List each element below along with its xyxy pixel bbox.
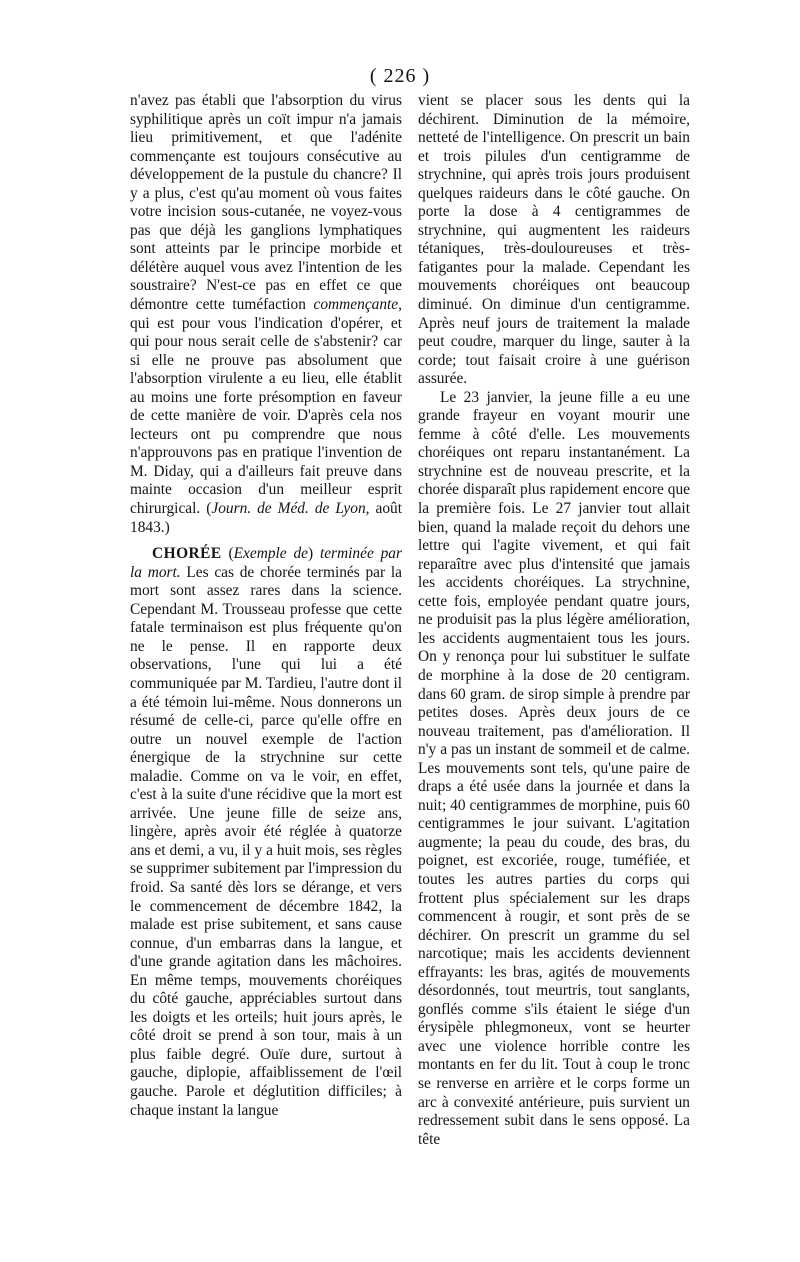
paragraph-continuation: vient se placer sous les dents qui la déchirent. Diminution de la mémoire, netteté de l'intelligence. On prescrit un bain et trois pilules d'un centigramme de strychnine, qui après trois jours produisent quelques raideurs dans le côté gauche. On porte la dose à 4 centigrammes de strychnine, qui augmentent les raideurs tétaniques, très-douloureuses et très-fatigantes pour la malade. Cependant les mouvements choréiques ont beaucoup diminué. On diminue d'un centigramme. Après neuf jours de traitement la malade peut coudre, marquer du linge, sauter à la corde; tout faisait croire à une guérison assurée. [418, 92, 690, 388]
citation-source: Journ. de Méd. de Lyon, [211, 500, 370, 518]
paragraph-text: n'avez pas établi que l'absorption du virus syphilitique après un coït impur n'a jamais lieu primitivement, et que l'adénite commençante est toujours consécutive au développement de la pustule du chancre? Il y a plus, c'est qu'au moment où vous faites votre incision sous-cutanée, ne voyez-vous pas que déjà les ganglions lymphatiques sont atteints par le principe morbide et délétère auquel vous avez l'intention de les soustraire? N'est-ce pas en effet ce que démontre cette tuméfaction [130, 92, 402, 314]
right-column [418, 92, 690, 1149]
heading-paren-close: ) [307, 545, 320, 563]
emphasis-commencante: commençante, [313, 296, 402, 314]
section-heading-choree: CHORÉE [152, 545, 222, 563]
left-column [130, 92, 402, 1120]
heading-subtitle: Exemple de [233, 545, 308, 563]
citation-date: août 1843.) [130, 500, 403, 536]
paragraph-absorption [130, 92, 402, 537]
page-number: ( 226 ) [369, 65, 431, 87]
paragraph-text: qui est pour vous l'indication d'opérer, et qui pour nous serait celle de s'abstenir? car si elle ne prouve pas absolument que l'absorption virulente a eu lieu, elle établit au moins une forte présomption en faveur de cette manière de voir. D'après cela nos lecteurs ont pu comprendre que nous n'approuvons pas en pratique l'invention de M. Diday, qui a d'ailleurs fait preuve dans mainte occasion d'un meilleur esprit chirurgical. ( [130, 314, 402, 518]
paragraph-choree [130, 545, 402, 1120]
heading-paren-open: ( [221, 545, 234, 563]
paragraph-text: Les cas de chorée terminés par la mort sont assez rares dans la science. Cependant M. Trousseau professe que cette fatale terminaison est plus fréquente qu'on ne le pense. Il en rapporte deux observations, l'une qui lui a été communiquée par M. Tardieu, l'autre dont il a été témoin lui-même. Nous donnerons un résumé de celle-ci, parce qu'elle offre en outre un nouvel exemple de l'action énergique de la strychnine sur cette maladie. Comme on va le voir, en effet, c'est à la suite d'une récidive que la mort est arrivée. Une jeune fille de seize ans, lingère, après avoir été réglée à quatorze ans et demi, a vu, il y a huit mois, ses règles se supprimer subitement par l'impression du froid. Sa santé dès lors se dérange, et vers le commencement de décembre 1842, la malade est prise subitement, et sans cause connue, d'un embarras dans la langue, et d'une grande agitation dans les mâchoires. En même temps, mouvements choréiques du côté gauche, appréciables surtout dans les doigts et les orteils; huit jours après, le côté droit se prend à son tour, mais à un plus faible degré. Ouïe dure, surtout à gauche, diplopie, affaiblissement de l'œil gauche. Parole et déglutition difficiles; à chaque instant la langue [130, 563, 402, 1119]
heading-subtitle-end: terminée par la mort. [130, 545, 402, 581]
paragraph-janvier: Le 23 janvier, la jeune fille a eu une grande frayeur en voyant mourir une femme à côté d'elle. Les mouvements choréiques ont reparu instantanément. La strychnine est de nouveau prescrite, et la chorée disparaît plus rapidement encore que la première fois. Le 27 janvier tout allait bien, quand la malade reçoit du dehors une lettre qui l'agite vivement, et qui fait reparaître avec plus d'intensité que jamais les accidents choréiques. La strychnine, cette fois, employée pendant quatre jours, ne produisit pas la plus légère amélioration, les accidents augmentaient tous les jours. On y renonça pour lui substituer le sulfate de morphine à la dose de 20 centigram. dans 60 gram. de sirop simple à prendre par petites doses. Après deux jours de ce nouveau traitement, pas d'amélioration. Il n'y a pas un instant de sommeil et de calme. Les mouvements sont tels, qu'une paire de draps a été usée dans la journée et dans la nuit; 40 centigrammes de morphine, puis 60 centigrammes le jour suivant. L'agitation augmente; la peau du coude, des bras, du poignet, est excoriée, rouge, tuméfiée, et toutes les autres parties du corps qui frottent plus spécialement sur les draps commencent à rougir, et sont près de se déchirer. On prescrit un gramme du sel narcotique; mais les accidents deviennent effrayants: les bras, agités de mouvements désordonnés, tout meurtris, tout sanglants, gonflés comme s'ils étaient le siége d'un érysipèle phlegmoneux, vont se heurter avec une violence horrible contre les montants en fer du lit. Tout à coup le tronc se renverse en arrière et le corps forme un arc à convexité antérieure, puis survient un redressement subit dans le sens opposé. La tête [418, 388, 690, 1148]
